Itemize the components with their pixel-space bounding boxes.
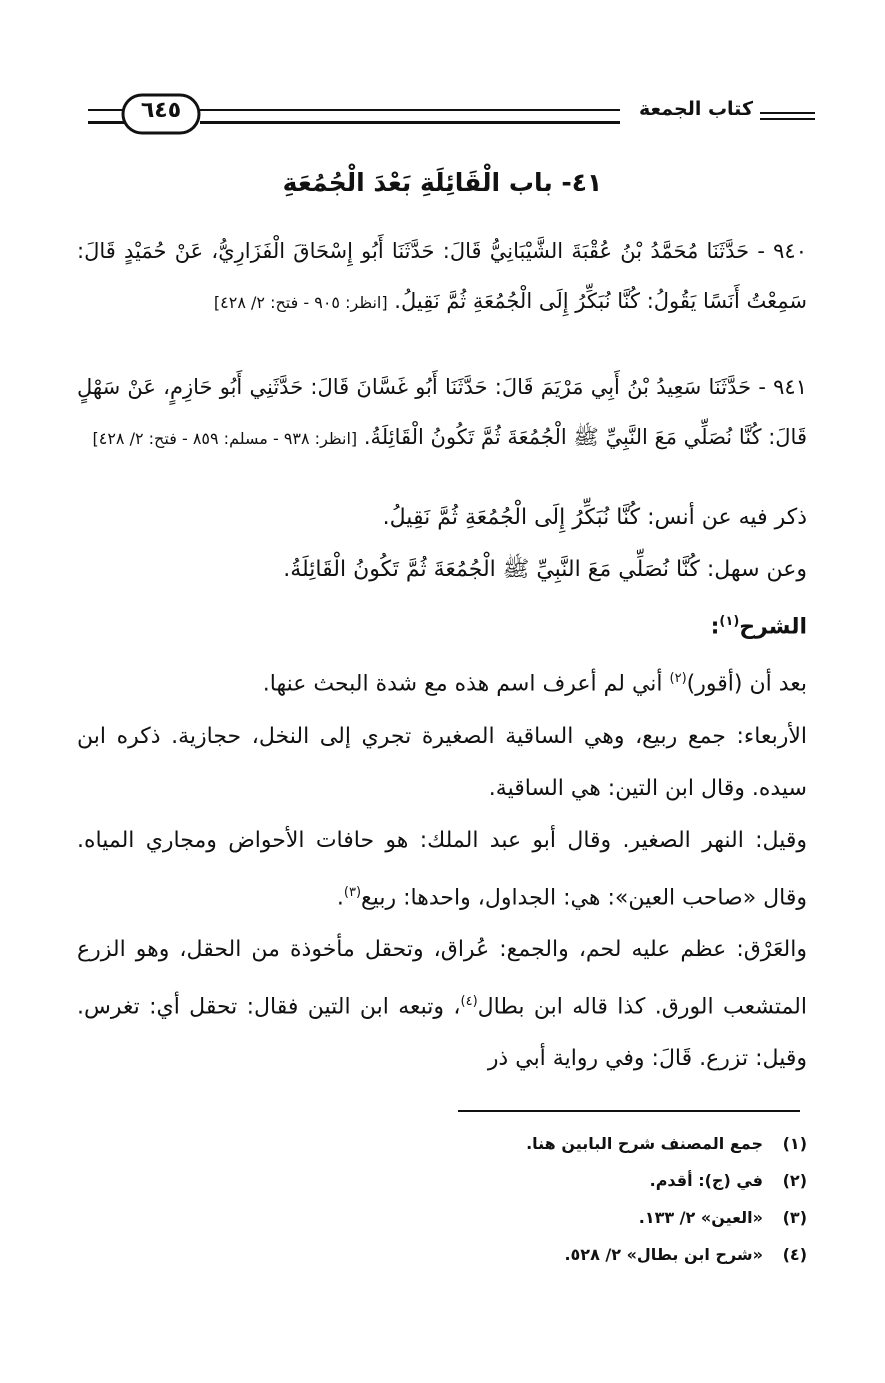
header-rule-right-top — [760, 112, 815, 114]
header-rule-left-top — [88, 109, 124, 111]
hadith-940 — [77, 226, 807, 328]
footnote-ref-1: (١) — [719, 614, 740, 629]
footnote-number: (٣) — [782, 1208, 807, 1227]
commentary-aqwar-a: بعد أن (أقور) — [686, 671, 807, 697]
page-number-badge — [120, 92, 202, 136]
footnote-number: (٤) — [782, 1245, 807, 1264]
hadith-940-reference: [انظر: ٩٠٥ - فتح: ٢/ ٤٢٨] — [213, 293, 388, 312]
header-rule-middle-top — [200, 109, 620, 111]
hadith-941-text: ٩٤١ - حَدَّثَنَا سَعِيدُ بْنُ أَبِي مَرْيَمَ قَالَ: حَدَّثَنَا أَبُو غَسَّانَ قَالَ: حَدَّثَنِي أَبُو حَازِمٍ، عَنْ سَهْلٍ قَالَ: كُنَّا نُصَلِّي مَعَ النَّبِيِّ ﷺ الْجُمُعَةَ ثُمَّ تَكُونُ الْقَائِلَةُ. — [77, 375, 807, 449]
commentary-anas: ذكر فيه عن أنس: كُنَّا نُبَكِّرُ إِلَى الْجُمُعَةِ ثُمَّ نَقِيلُ. — [382, 505, 807, 530]
chapter-title: ٤١- باب الْقَائِلَةِ بَعْدَ الْجُمُعَةِ — [282, 168, 603, 197]
footnote-ref-3: (٣) — [343, 884, 362, 900]
footnote-2 — [247, 1162, 807, 1199]
commentary-arq-b: ، وتبعه ابن التين فقال: تحقل أي: تغرس. وقيل: تزرع. قَالَ: وفي رواية أبي ذر — [77, 994, 807, 1072]
commentary-arq — [77, 924, 807, 1085]
header-rule-left-bottom — [88, 121, 124, 124]
sharh-heading: الشرح$^{(١)}$: — [710, 614, 807, 640]
footnote-1 — [247, 1125, 807, 1162]
footnote-separator — [458, 1110, 800, 1112]
commentary-nahr-text: وقيل: النهر الصغير. وقال أبو عبد الملك: هو حافات الأحواض ومجاري المياه. وقال «صاحب العين»: هي: الجداول، واحدها: ربيع — [77, 827, 807, 910]
commentary-nahr: وقيل: النهر الصغير. وقال أبو عبد الملك: هو حافات الأحواض ومجاري المياه. وقال «صاحب العين»: هي: الجداول، واحدها: ربيع$^{(٣)}$. — [77, 827, 807, 910]
footnote-text: في (ج): أقدم. — [649, 1171, 763, 1190]
page-number: ٦٤٥ — [140, 98, 182, 123]
commentary — [77, 492, 807, 1085]
footnote-text: جمع المصنف شرح البابين هنا. — [526, 1134, 763, 1153]
header-rule-middle-bottom — [200, 121, 620, 124]
footnote-number: (١) — [782, 1134, 807, 1153]
sharh-label: الشرح — [739, 614, 807, 640]
hadith-940-paragraph — [77, 226, 807, 328]
running-header-title: كتاب الجمعة — [639, 98, 753, 120]
footnote-text: «العين» ٢/ ١٣٣. — [638, 1208, 763, 1227]
commentary-arq-a: والعَرْق: عظم عليه لحم، والجمع: عُراق، وتحقل مأخوذة من الحقل، وهو الزرع المتشعب الورق. كذا قاله ابن بطال — [77, 936, 807, 1020]
commentary-arbiaa: الأربعاء: جمع ربيع، وهي الساقية الصغيرة تجري إلى النخل، حجازية. ذكره ابن سيده. وقال ابن التين: هي الساقية. — [77, 723, 807, 801]
hadith-940-text: ٩٤٠ - حَدَّثَنَا مُحَمَّدُ بْنُ عُقْبَةَ الشَّيْبَانِيُّ قَالَ: حَدَّثَنَا أَبُو إِسْحَاقَ الْفَزَارِيُّ، عَنْ حُمَيْدٍ قَالَ: سَمِعْتُ أَنَسًا يَقُولُ: كُنَّا نُبَكِّرُ إِلَى الْجُمُعَةِ ثُمَّ نَقِيلُ. — [77, 239, 807, 313]
footnote-text: «شرح ابن بطال» ٢/ ٥٢٨. — [564, 1245, 763, 1264]
footnote-ref-2: (٢) — [669, 671, 687, 687]
commentary-aqwar-b: أني لم أعرف اسم هذه مع شدة البحث عنها. — [262, 671, 670, 697]
hadith-941-reference: [انظر: ٩٣٨ - مسلم: ٨٥٩ - فتح: ٢/ ٤٢٨] — [92, 429, 358, 448]
commentary-sahl: وعن سهل: كُنَّا نُصَلِّي مَعَ النَّبِيِّ ﷺ الْجُمُعَةَ ثُمَّ تَكُونُ الْقَائِلَةُ. — [283, 557, 807, 582]
commentary-aqwar — [77, 653, 807, 710]
hadith-941 — [77, 362, 807, 464]
footnote-4 — [247, 1236, 807, 1273]
footnote-3 — [247, 1199, 807, 1236]
hadith-941-paragraph — [77, 362, 807, 464]
footnote-number: (٢) — [782, 1171, 807, 1190]
footnote-ref-4: (٤) — [460, 993, 478, 1009]
footnotes — [247, 1125, 807, 1273]
header-rule-right-bottom — [760, 118, 815, 120]
